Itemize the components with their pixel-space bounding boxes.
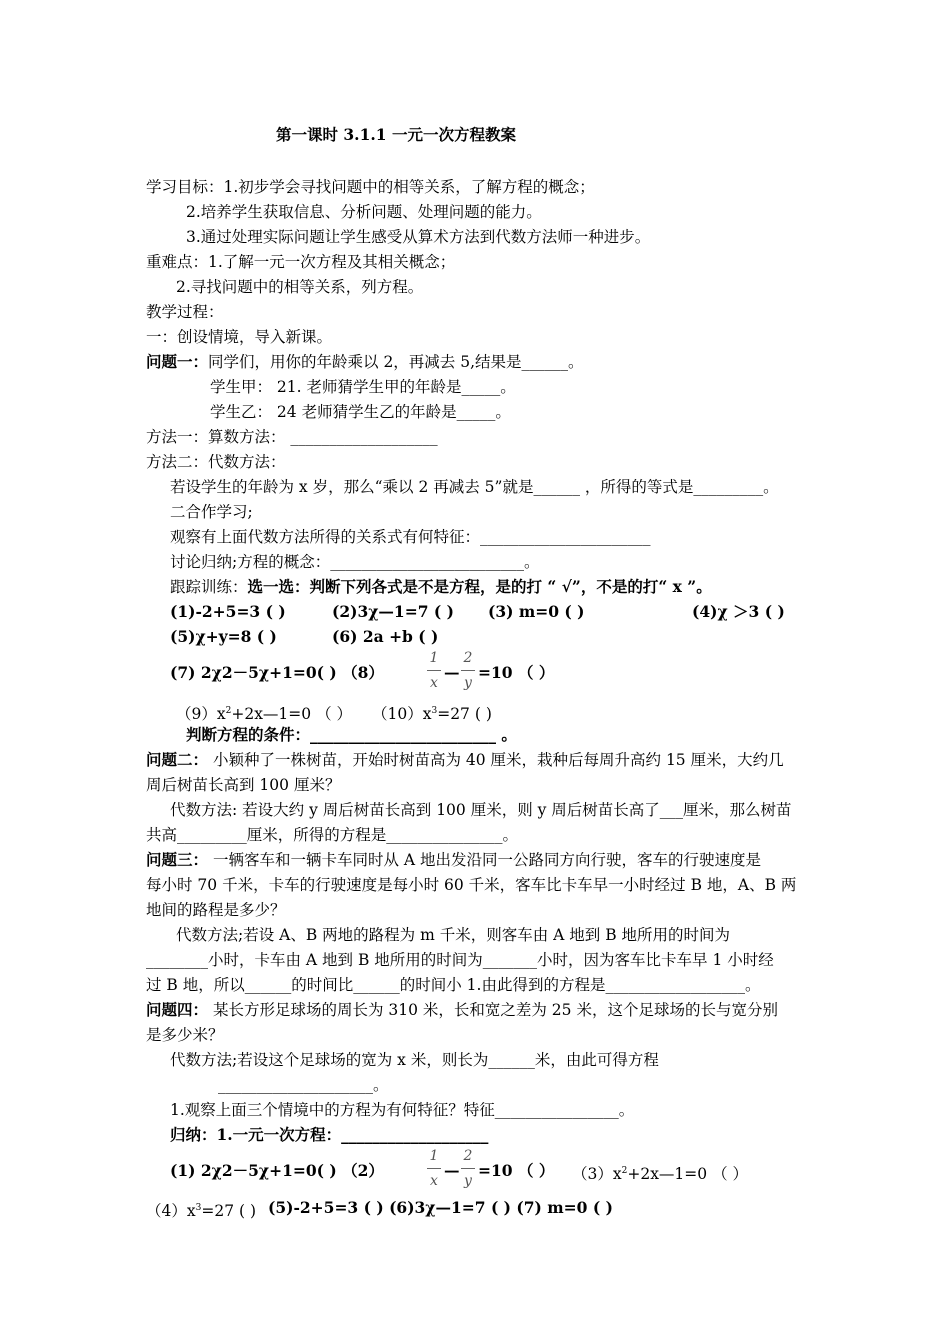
summary-item-4-pre: （4）x: [146, 1202, 196, 1220]
keypoint-item-1: 1.了解一元一次方程及其相关概念；: [208, 253, 456, 271]
student-b-line: 学生乙： 24 老师猜学生乙的年龄是_____。: [210, 403, 511, 421]
summary-item-3-post: +2x—1=0 （ ）: [627, 1165, 748, 1183]
keypoint-item-2: 2.寻找问题中的相等关系，列方程。: [176, 278, 424, 296]
practice-instruction: 选一选：判断下列各式是不是方程，是的打 “ √”，不是的打“ x ”。: [247, 577, 712, 596]
item-10-exponent: 3: [431, 706, 438, 716]
question-2-alg-2: 共高_________厘米，所得的方程是_______________。: [146, 826, 519, 844]
question-4-alg-1: 代数方法;若设这个足球场的宽为 x 米，则长为______米，由此可得方程: [170, 1051, 659, 1069]
process-label: 教学过程：: [146, 303, 224, 321]
question-3-line-1: 一辆客车和一辆卡车同时从 A 地出发沿同一公路同方向行驶，客车的行驶速度是: [208, 851, 761, 869]
practice-item-1: (1)-2+5=3 ( ): [170, 602, 286, 621]
fraction-numerator: 1: [429, 1148, 439, 1164]
question-2: [146, 749, 784, 771]
practice-item-10: [372, 700, 492, 725]
summary-item-3: [572, 1160, 748, 1185]
cooperation-line: 二合作学习;: [170, 503, 253, 521]
observe-line: 观察有上面代数方法所得的关系式有何特征：______________________: [170, 528, 651, 546]
keypoints-label: 重难点：: [146, 253, 209, 271]
summary-item-4-exponent: 3: [195, 1203, 202, 1213]
practice-item-6: (6) 2a +b ( ): [332, 627, 439, 646]
item-10-post: =27 ( ): [437, 705, 492, 723]
practice-item-9: [176, 700, 352, 725]
fraction-denominator: x: [430, 1173, 438, 1189]
question-2-alg-1: 代数方法: 若设大约 y 周后树苗长高到 100 厘米，则 y 周后树苗长高了___厘米，那么树苗: [170, 801, 792, 819]
objective-item-3: 3.通过处理实际问题让学生感受从算术方法到代数方法师一种进步。: [186, 228, 651, 246]
fraction-bar: [427, 670, 441, 671]
question-3-alg-3: 过 B 地，所以______的时间比______的时间小 1.由此得到的方程是__________________。: [146, 976, 761, 994]
fraction-bar: [461, 670, 475, 671]
summary-item-3-pre: （3）x: [572, 1165, 622, 1183]
summary-item-1: (1) 2χ2－5χ+1=0( ) （2）: [170, 1161, 384, 1180]
fraction-denominator: y: [464, 675, 472, 691]
fraction-denominator: x: [430, 675, 438, 691]
summary-heading: 归纳：1.一元一次方程：___________________: [170, 1125, 489, 1144]
question-3-alg-1: 代数方法;若设 A、B 两地的路程为 m 千米，则客车由 A 地到 B 地所用的时间为: [176, 926, 731, 944]
question-4-line-1: 某长方形足球场的周长为 310 米，长和宽之差为 25 米，这个足球场的长与宽分别: [208, 1001, 778, 1019]
discuss-line: 讨论归纳;方程的概念：_________________________。: [170, 553, 540, 571]
condition-line: 判断方程的条件：________________________ 。: [186, 725, 517, 744]
question-1: [146, 351, 584, 373]
page-title: 第一课时 3.1.1 一元一次方程教案: [276, 125, 516, 144]
question-4-observe: 1.观察上面三个情境中的方程为有何特征？特征________________。: [170, 1101, 635, 1119]
method-1: 方法一：算数方法： ___________________: [146, 428, 438, 446]
question-2-line-1: 小颖种了一株树苗，开始时树苗高为 40 厘米，栽种后每周升高约 15 厘米，大约几: [208, 751, 784, 769]
question-3-line-2: 每小时 70 千米，卡车的行驶速度是每小时 60 千米，客车比卡车早一小时经过 B 地，A、B 两: [146, 876, 797, 894]
question-2-line-2: 周后树苗长高到 100 厘米？: [146, 776, 341, 794]
summary-items-5-7: (5)-2+5=3 ( ) (6)3χ—1=7 ( ) (7) m=0 ( ): [268, 1198, 613, 1217]
summary-item-2-result: =10 （ ）: [478, 1161, 555, 1180]
fraction-bar: [461, 1168, 475, 1169]
practice-heading: [170, 576, 712, 598]
practice-item-2: (2)3χ—1=7 ( ): [332, 602, 454, 621]
student-a-line: 学生甲： 21. 老师猜学生甲的年龄是_____。: [210, 378, 516, 396]
question-4-label: 问题四：: [146, 1000, 209, 1019]
item-10-pre: （10）x: [372, 705, 432, 723]
question-4-line-2: 是多少米？: [146, 1026, 224, 1044]
assume-line: 若设学生的年龄为 x 岁，那么“乘以 2 再减去 5”就是______ ，所得的等式是_________。: [170, 478, 779, 496]
question-1-label: 问题一：: [146, 352, 209, 371]
practice-item-4: (4)χ ＞3 ( ): [692, 602, 785, 621]
practice-item-5: (5)χ+y=8 ( ): [170, 627, 277, 646]
item-9-pre: （9）x: [176, 705, 226, 723]
question-3-label: 问题三：: [146, 850, 209, 869]
objectives-label: [146, 176, 595, 198]
objective-item-2: 2.培养学生获取信息、分析问题、处理问题的能力。: [186, 203, 542, 221]
question-3: [146, 849, 761, 871]
practice-item-3: (3) m=0 ( ): [488, 602, 585, 621]
question-3-line-3: 地间的路程是多少？: [146, 901, 286, 919]
section-1-heading: 一：创设情境，导入新课。: [146, 328, 333, 346]
summary-item-3-exponent: 2: [621, 1166, 628, 1176]
question-2-label: 问题二：: [146, 750, 209, 769]
practice-item-7: (7) 2χ2－5χ+1=0( ) （8）: [170, 663, 384, 682]
summary-item-4: [146, 1197, 256, 1222]
item-9-exponent: 2: [225, 706, 232, 716]
question-4-alg-2: ____________________。: [218, 1076, 389, 1094]
fraction-numerator: 2: [463, 650, 473, 666]
practice-item-8-result: =10 （ ）: [478, 663, 555, 682]
fraction-bar: [427, 1168, 441, 1169]
question-1-text: 同学们，用你的年龄乘以 2，再减去 5,结果是______。: [208, 353, 584, 371]
question-4: [146, 999, 778, 1021]
practice-prefix: 跟踪训练：: [170, 578, 248, 596]
summary-item-4-post: =27 ( ): [201, 1202, 257, 1220]
fraction-numerator: 1: [429, 650, 439, 666]
objectives-label-text: 学习目标：: [146, 178, 224, 196]
fraction-denominator: y: [464, 1173, 472, 1189]
question-3-alg-2: ________小时，卡车由 A 地到 B 地所用的时间为_______小时，因为客车比卡车早 1 小时经: [146, 951, 774, 969]
objective-item-1: 1.初步学会寻找问题中的相等关系，了解方程的概念；: [223, 178, 595, 196]
minus-sign: —: [444, 1161, 460, 1180]
keypoints: [146, 251, 455, 273]
minus-sign: —: [444, 663, 460, 682]
fraction-numerator: 2: [463, 1148, 473, 1164]
method-2: 方法二：代数方法：: [146, 453, 286, 471]
item-9-post: +2x—1=0 （ ）: [231, 705, 352, 723]
